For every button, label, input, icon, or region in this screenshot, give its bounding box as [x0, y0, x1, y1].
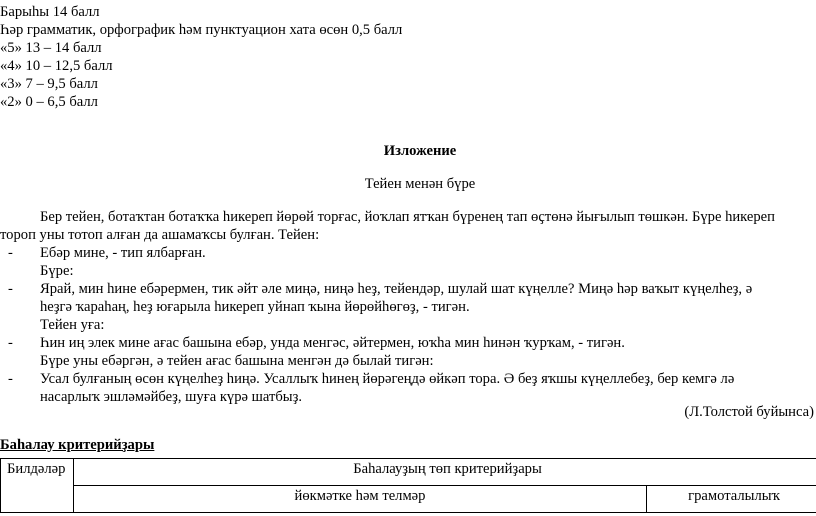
paragraph-line: Бер тейен, ботаҡтан ботаҡҡа һикереп йөрөй торғас, йоҡлап ятҡан бүренең тап өҫтөнә йығылып төшкән. Бүре һикереп: [40, 209, 775, 225]
grade-5: «5» 13 – 14 балл: [0, 40, 102, 56]
dialog-dash: -: [8, 335, 13, 351]
table-row: [1, 486, 816, 513]
dialog-line: Бүре:: [40, 263, 74, 279]
attribution: (Л.Толстой буйынса): [684, 404, 814, 420]
dialog-line: насарлыҡ эшләмәйбеҙ, шуға күрә шатбыҙ.: [40, 389, 302, 405]
criteria-heading: Баһалау критерийҙары: [0, 437, 155, 453]
score-errors: Һәр грамматик, орфографик һәм пунктуацион хата өсөн 0,5 балл: [0, 22, 403, 38]
table-subheader-cell: грамоталылыҡ: [647, 486, 816, 513]
dialog-line: Ярай, мин һине ебәрермен, тик әйт әле миңә, ниңә һеҙ, тейендәр, шулай шат күңелле? Миңә һәр ваҡыт күңелһеҙ, ә: [40, 281, 753, 297]
grade-2: «2» 0 – 6,5 балл: [0, 94, 98, 110]
dialog-line: Тейен уға:: [40, 317, 105, 333]
grade-3: «3» 7 – 9,5 балл: [0, 76, 98, 92]
score-total: Барыһы 14 балл: [0, 4, 100, 20]
dialog-line: Бүре уны ебәргән, ә тейен ағас башына менгән дә былай тигән:: [40, 353, 434, 369]
dialog-dash: -: [8, 371, 13, 387]
dialog-dash: -: [8, 281, 13, 297]
dialog-dash: -: [8, 245, 13, 261]
story-title: Тейен менән бүре: [364, 176, 476, 192]
dialog-line: Һин иң элек мине ағас башына ебәр, унда менгәс, әйтермен, юҡһа мин һинән ҡурҡам, - тигән.: [40, 335, 625, 351]
grade-4: «4» 10 – 12,5 балл: [0, 58, 113, 74]
dialog-line: Ебәр мине, - тип ялбарған.: [40, 245, 206, 261]
dialog-line: һеҙгә ҡараһаң, һеҙ юғарыла һикереп уйнап ҡына йөрөйһөгөҙ, - тигән.: [40, 299, 470, 315]
page-title: Изложение: [383, 143, 457, 159]
table-subheader-cell: йөкмәтке һәм телмәр: [74, 486, 647, 513]
dialog-line: Усал булғаның өсөн күңелһеҙ һиңә. Усаллыҡ һинең йөрәгеңдә өйкәп тора. Ә беҙ яҡшы күңеллебеҙ, бер кемгә лә: [40, 371, 735, 387]
criteria-table: [0, 458, 816, 513]
table-header-cell: Билдәләр: [1, 459, 74, 513]
paragraph-line: тороп уны тотоп алған да ашамаҡсы булған. Тейен:: [0, 227, 320, 243]
table-header-cell: Баһалауҙың төп критерийҙары: [74, 459, 816, 486]
table-row: [1, 459, 816, 486]
